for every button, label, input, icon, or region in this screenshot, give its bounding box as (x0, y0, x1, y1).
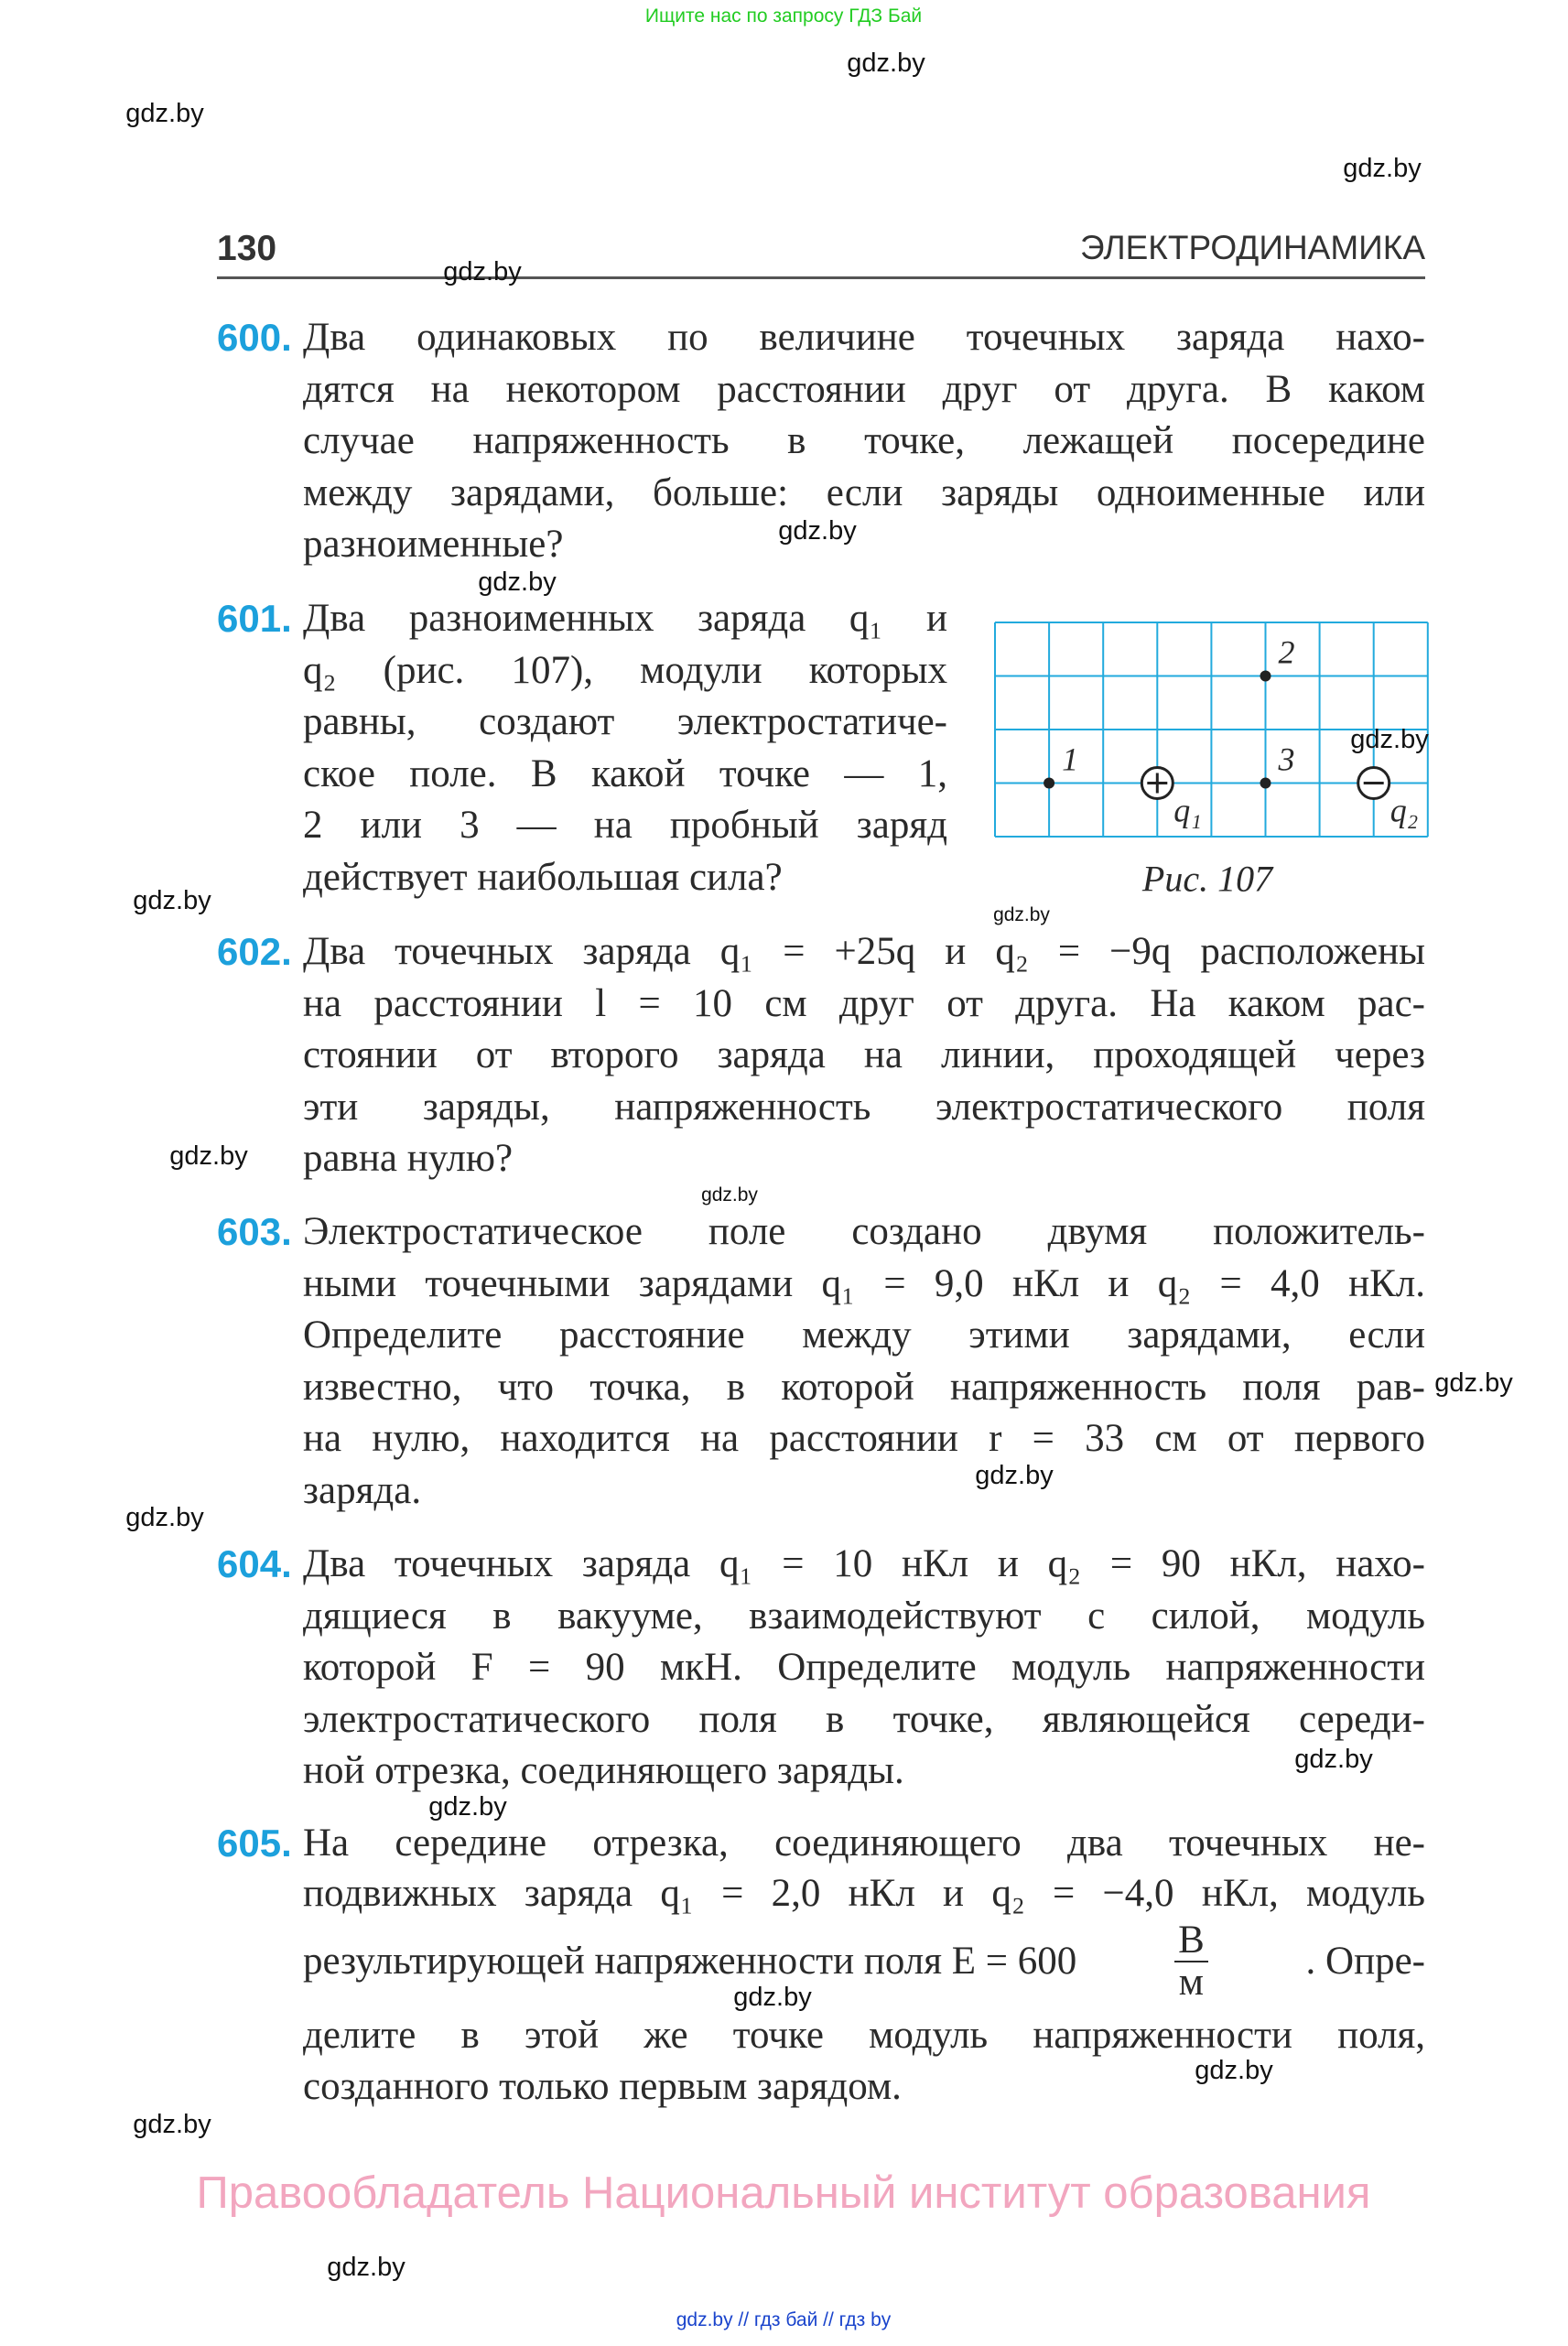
problem-text-line: На середине отрезка, соединяющего два точечных не- (303, 1822, 1425, 1865)
problem-text-line: ной отрезка, соединяющего заряды. (303, 1749, 904, 1792)
problem-text-line: действует наибольшая сила? (303, 855, 783, 899)
problem-number: 604. (217, 1542, 292, 1585)
problem-number: 602. (217, 930, 292, 973)
watermark: gdz.by (1434, 1368, 1513, 1398)
watermark: gdz.by (701, 1184, 758, 1205)
problem-text-line: известно, что точка, в которой напряженность поля рав- (303, 1365, 1425, 1409)
watermark: gdz.by (428, 1792, 507, 1822)
watermark: gdz.by (975, 1461, 1054, 1490)
watermark: gdz.by (125, 99, 204, 128)
problem-text-line: Два точечных заряда q₁ = +25q и q₂ = −9q расположены (303, 930, 1425, 973)
problem-text-line: Два одинаковых по величине точечных заряда нахо- (303, 316, 1425, 359)
problem-text-line: между зарядами, больше: если заряды одноименные или (303, 470, 1425, 514)
point-dot (1260, 778, 1271, 789)
problem-number: 601. (217, 597, 292, 640)
watermark: gdz.by (1195, 2056, 1273, 2085)
problem-text-line: электростатического поля в точке, являющейся середи- (303, 1697, 1425, 1741)
problem-text-line: созданного только первым зарядом. (303, 2065, 902, 2108)
point-label: 3 (1278, 741, 1295, 778)
problem-text-line: равны, создают электростатиче- (303, 700, 947, 743)
point-dot (1044, 778, 1054, 789)
copyright-footer: Правообладатель Национальный институт образования (196, 2168, 1371, 2218)
section-title: ЭЛЕКТРОДИНАМИКА (1079, 229, 1425, 266)
problem-text-line: дятся на некотором расстоянии друг от друга. В каком (303, 367, 1425, 411)
watermark: gdz.by (133, 886, 211, 915)
watermark: gdz.by (1350, 725, 1429, 754)
problem-text-line: Определите расстояние между этими зарядами, если (303, 1314, 1425, 1357)
header-divider (217, 276, 1425, 279)
watermark: gdz.by (1343, 154, 1422, 183)
watermark: gdz.by (847, 49, 925, 78)
fraction-denominator: м (1178, 1961, 1205, 2004)
problem-text-line: 2 или 3 — на пробный заряд (303, 804, 947, 847)
problem-text-line: ными точечными зарядами q₁ = 9,0 нКл и q₂ = 4,0 нКл. (303, 1261, 1425, 1305)
line-text: . Опре- (1305, 1940, 1425, 1983)
page-number: 130 (217, 229, 277, 268)
problem-text-line: подвижных заряда q₁ = 2,0 нКл и q₂ = −4,0 нКл, модуль (303, 1872, 1425, 1915)
bottom-links[interactable]: gdz.by // гдз бай // гдз by (676, 2309, 892, 2330)
watermark: gdz.by (443, 257, 522, 286)
problem-number: 603. (217, 1210, 292, 1253)
problem-text-line: разноименные? (303, 523, 564, 566)
watermark: gdz.by (993, 904, 1050, 925)
unit-fraction (1174, 1919, 1208, 2004)
problem-text-line: равна нулю? (303, 1137, 514, 1180)
problem-text-line: заряда. (303, 1468, 422, 1512)
problem-text-line: ское поле. В какой точке — 1, (303, 751, 947, 795)
watermark: gdz.by (169, 1141, 248, 1171)
problem-text-line: q₂ (рис. 107), модули которых (303, 648, 947, 692)
watermark: gdz.by (327, 2253, 406, 2282)
point-label: 2 (1278, 633, 1295, 671)
search-hint-banner: Ищите нас по запросу ГДЗ Бай (644, 5, 923, 27)
watermark: gdz.by (125, 1503, 204, 1532)
problem-text-line: на расстоянии l = 10 см друг от друга. На каком рас- (303, 981, 1425, 1025)
figure-caption: Рис. 107 (1141, 858, 1273, 900)
charge-label: q₁ (1173, 792, 1202, 829)
problem-text-line: случае напряженность в точке, лежащей посередине (303, 419, 1425, 462)
watermark: gdz.by (778, 516, 857, 546)
problem-text-line: эти заряды, напряженность электростатического поля (303, 1085, 1425, 1129)
watermark: gdz.by (1294, 1745, 1373, 1774)
watermark: gdz.by (478, 568, 557, 597)
line-text: результирующей напряженности поля E = 600 (303, 1940, 1077, 1983)
problem-text-line: на нулю, находится на расстоянии r = 33 см от первого (303, 1417, 1425, 1460)
point-label: 1 (1062, 741, 1079, 778)
problem-text-line: которой F = 90 мкН. Определите модуль напряженности (303, 1646, 1425, 1689)
problem-text-line: стоянии от второго заряда на линии, проходящей через (303, 1033, 1425, 1076)
problem-text-line: Два точечных заряда q₁ = 10 нКл и q₂ = 90 нКл, нахо- (303, 1542, 1425, 1585)
fraction-numerator: В (1174, 1920, 1208, 1962)
problem-text-line: Два разноименных заряда q₁ и (303, 597, 947, 640)
watermark: gdz.by (733, 1983, 812, 2012)
problem-number: 605. (217, 1822, 292, 1865)
problem-number: 600. (217, 316, 292, 359)
problem-text-line: Электростатическое поле создано двумя положитель- (303, 1210, 1425, 1253)
point-dot (1260, 671, 1271, 682)
charge-label: q₂ (1390, 792, 1419, 829)
problem-text-line: делите в этой же точке модуль напряженности поля, (303, 2014, 1425, 2057)
watermark: gdz.by (133, 2110, 211, 2139)
problem-text-line: дящиеся в вакууме, взаимодействуют с силой, модуль (303, 1594, 1425, 1638)
